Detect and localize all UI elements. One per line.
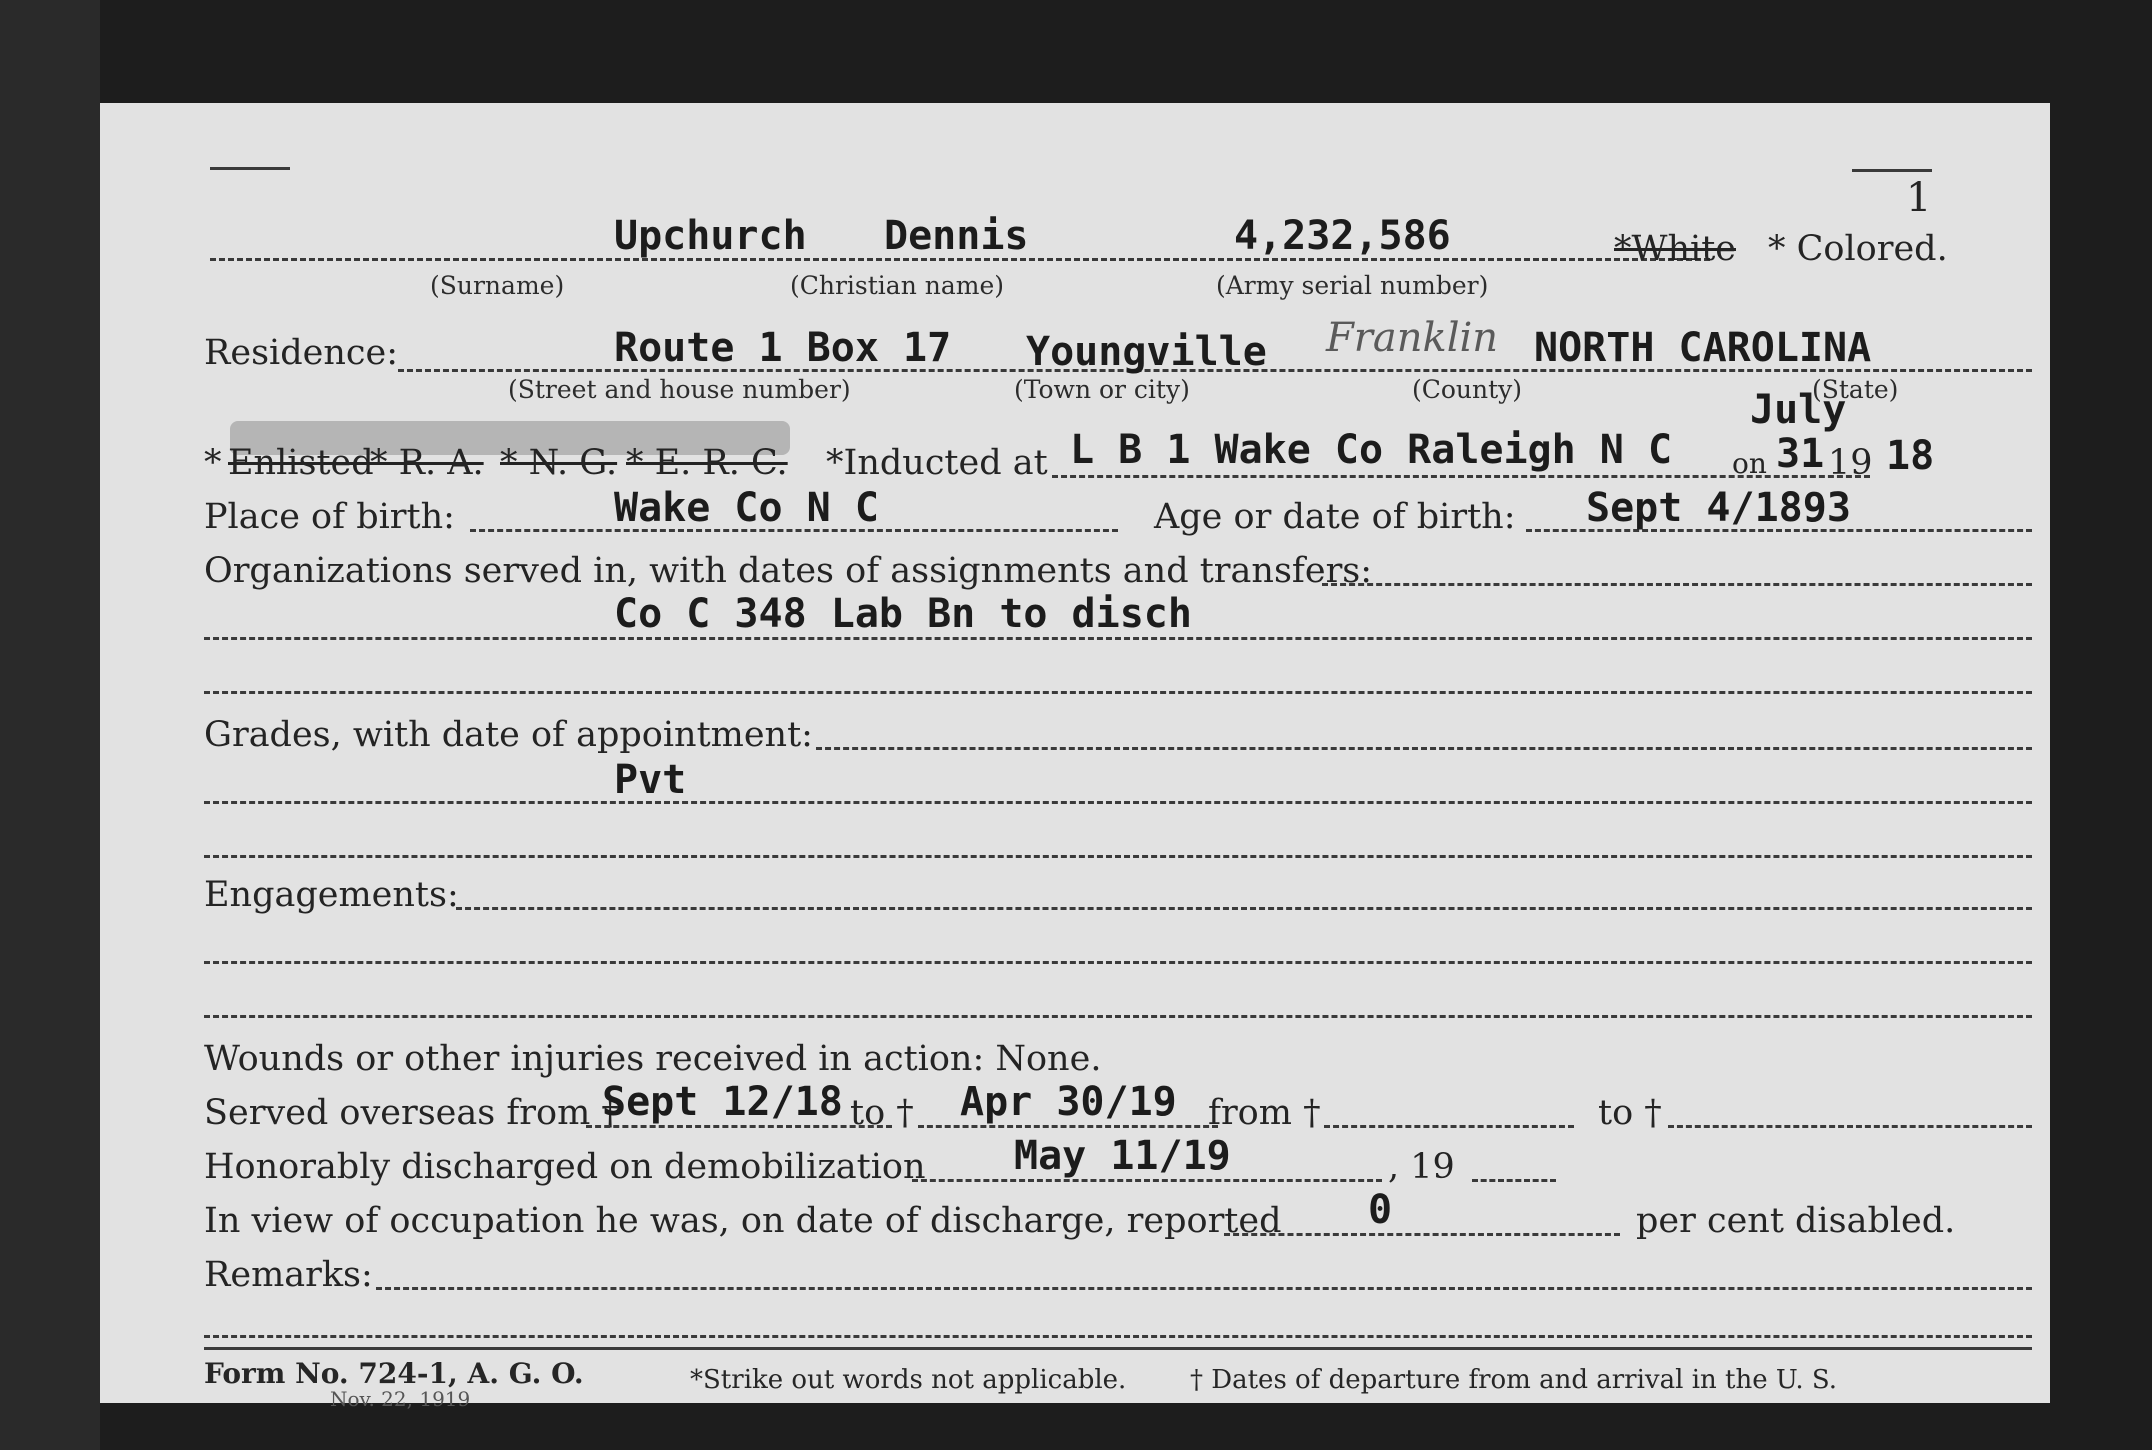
honorably-discharged-label: Honorably discharged on demobilization — [204, 1147, 926, 1187]
grades-line-2 — [204, 801, 2032, 804]
christian-name-value: Dennis — [884, 213, 1029, 259]
organizations-label: Organizations served in, with dates of assignments and transfers: — [204, 551, 1373, 591]
county-handwritten: Franklin — [1326, 315, 1499, 361]
street-caption: (Street and house number) — [508, 375, 851, 404]
engagements-line-2 — [204, 961, 2032, 964]
residence-label: Residence: — [204, 333, 398, 373]
discharge-date-value: May 11/19 — [1014, 1133, 1231, 1179]
erc-label: * E. R. C. — [626, 443, 788, 483]
service-record-card — [100, 103, 2050, 1411]
organizations-line-2 — [204, 637, 2032, 640]
engagements-line-1 — [456, 907, 2032, 910]
white-label: *White — [1614, 229, 1736, 269]
strike-note: *Strike out words not applicable. — [690, 1365, 1127, 1395]
card-number: 1 — [1906, 175, 1932, 221]
on-label: on — [1732, 447, 1767, 480]
grades-line-1 — [816, 747, 2032, 750]
overseas-to-label: to † — [850, 1093, 914, 1133]
wounds-label: Wounds or other injuries received in action: None. — [204, 1039, 1102, 1079]
scan-border — [0, 0, 100, 1450]
overseas-to-value: Apr 30/19 — [960, 1079, 1177, 1125]
grades-line-3 — [204, 855, 2032, 858]
second-from-line — [1324, 1125, 1574, 1128]
overseas-from-value: Sept 12/18 — [602, 1079, 843, 1125]
remarks-line-2 — [204, 1335, 2032, 1338]
overseas-to-line — [918, 1125, 1218, 1128]
per-cent-disabled-label: per cent disabled. — [1636, 1201, 1956, 1241]
state-value: NORTH CAROLINA — [1534, 325, 1872, 371]
enlistment-asterisk: * — [204, 443, 222, 483]
colored-label: * Colored. — [1768, 229, 1948, 269]
surname-value: Upchurch — [614, 213, 807, 259]
induction-year-prefix: 19 — [1828, 443, 1873, 483]
second-to-label: to † — [1598, 1093, 1662, 1133]
discharge-year-line — [1472, 1179, 1556, 1182]
in-view-label: In view of occupation he was, on date of discharge, reported — [204, 1201, 1282, 1241]
town-caption: (Town or city) — [1014, 375, 1190, 404]
serial-number-value: 4,232,586 — [1234, 213, 1451, 259]
street-value: Route 1 Box 17 — [614, 325, 952, 371]
inducted-at-label: *Inducted at — [826, 443, 1048, 483]
organization-value: Co C 348 Lab Bn to disch — [614, 591, 1192, 637]
surname-caption: (Surname) — [430, 271, 565, 300]
induction-place-value: L B 1 Wake Co Raleigh N C — [1070, 427, 1673, 473]
state-caption: (State) — [1812, 375, 1899, 404]
induction-month-value: July — [1750, 387, 1847, 433]
ng-label: * N. G. — [500, 443, 618, 483]
organizations-line-1 — [1322, 583, 2032, 586]
disability-line — [1224, 1233, 1620, 1236]
induction-year-value: 18 — [1886, 433, 1935, 479]
remarks-label: Remarks: — [204, 1255, 373, 1295]
discharge-year-label: , 19 — [1388, 1147, 1455, 1187]
organizations-line-3 — [204, 691, 2032, 694]
discharge-line — [912, 1179, 1382, 1182]
footer-rule — [204, 1347, 2032, 1350]
form-date: Nov. 22, 1919 — [330, 1387, 471, 1411]
place-of-birth-value: Wake Co N C — [614, 485, 879, 531]
grades-label: Grades, with date of appointment: — [204, 715, 813, 755]
ra-label: * R. A. — [370, 443, 484, 483]
second-to-line — [1668, 1125, 2032, 1128]
percent-disabled-value: 0 — [1368, 1187, 1393, 1233]
engagements-line-3 — [204, 1015, 2032, 1018]
remarks-line-1 — [376, 1287, 2032, 1290]
top-left-rule — [210, 167, 290, 170]
age-or-dob-label: Age or date of birth: — [1154, 497, 1516, 537]
place-of-birth-label: Place of birth: — [204, 497, 455, 537]
induction-day-value: 31 — [1776, 431, 1825, 477]
christian-name-caption: (Christian name) — [790, 271, 1005, 300]
served-overseas-label: Served overseas from † — [204, 1093, 619, 1133]
dagger-note: † Dates of departure from and arrival in the U. S. — [1190, 1365, 1838, 1395]
overseas-from-line — [586, 1125, 892, 1128]
town-value: Youngville — [1026, 329, 1267, 375]
second-from-label: from † — [1208, 1093, 1321, 1133]
engagements-label: Engagements: — [204, 875, 459, 915]
date-of-birth-value: Sept 4/1893 — [1586, 485, 1851, 531]
county-caption: (County) — [1412, 375, 1523, 404]
enlisted-label: Enlisted — [228, 443, 374, 483]
serial-caption: (Army serial number) — [1216, 271, 1489, 300]
form-number: Form No. 724-1, A. G. O. — [204, 1357, 584, 1390]
grade-value: Pvt — [614, 757, 687, 803]
top-right-rule — [1852, 169, 1932, 172]
